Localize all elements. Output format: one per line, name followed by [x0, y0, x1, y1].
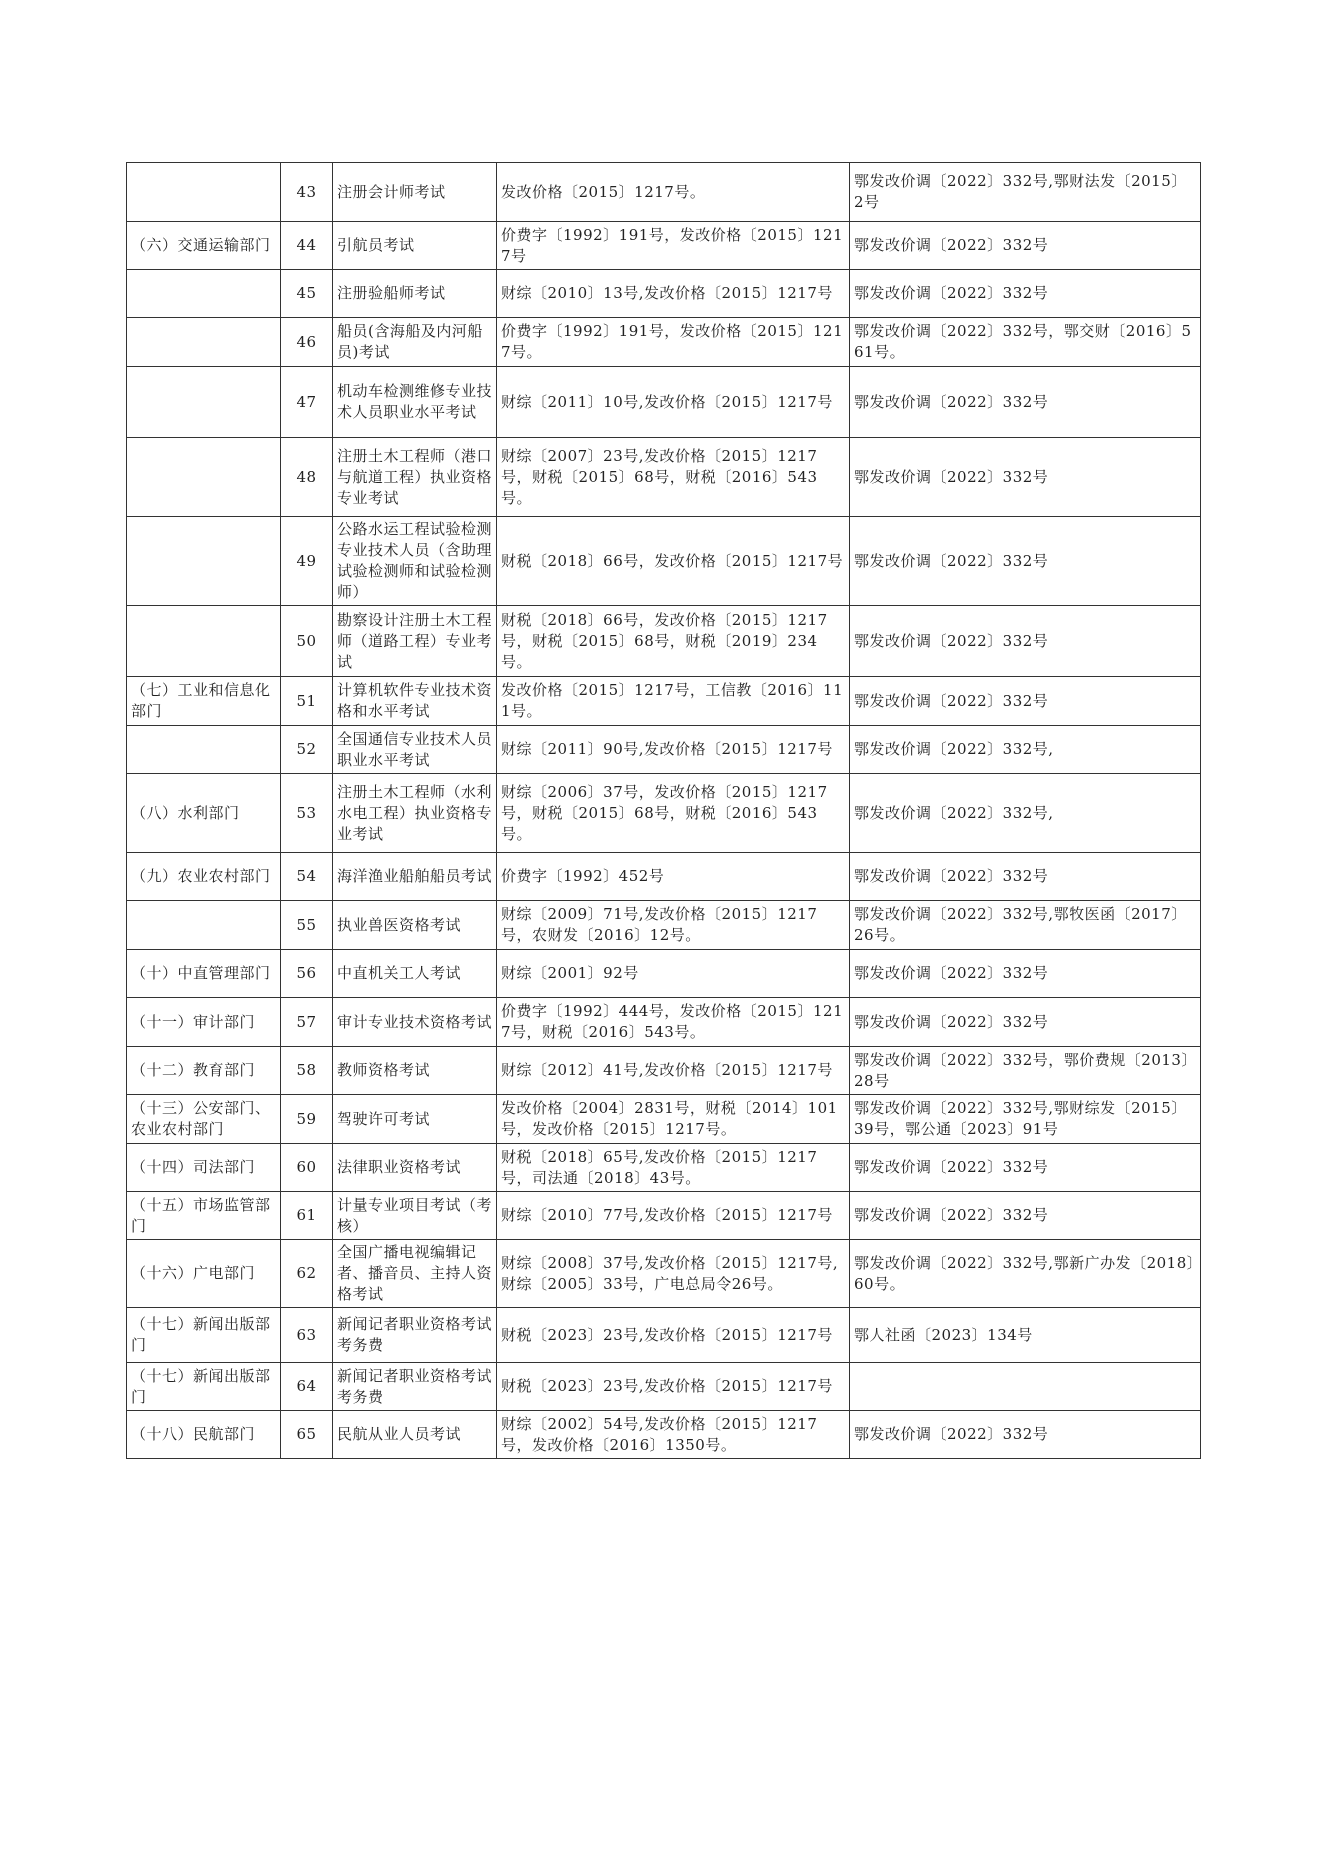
policy-basis-cell: 财综〔2012〕41号,发改价格〔2015〕1217号 [497, 1047, 850, 1095]
fee-standard-cell: 鄂发改价调〔2022〕332号,鄂新广办发〔2018〕60号。 [850, 1240, 1201, 1308]
fee-standard-cell: 鄂发改价调〔2022〕332号, [850, 726, 1201, 774]
table-row [127, 318, 1201, 367]
item-number-cell: 53 [281, 774, 333, 853]
table-row [127, 367, 1201, 438]
exam-name-cell: 注册验船师考试 [333, 270, 497, 318]
item-number-cell: 44 [281, 222, 333, 270]
fee-standard-cell: 鄂发改价调〔2022〕332号 [850, 950, 1201, 998]
policy-basis-cell: 财税〔2023〕23号,发改价格〔2015〕1217号 [497, 1363, 850, 1411]
table-row [127, 1363, 1201, 1411]
exam-name-cell: 驾驶许可考试 [333, 1095, 497, 1144]
fee-table [126, 162, 1201, 1459]
dept-cell: （八）水利部门 [127, 774, 281, 853]
policy-basis-cell: 财综〔2007〕23号,发改价格〔2015〕1217号，财税〔2015〕68号，财税〔2016〕543号。 [497, 438, 850, 517]
dept-cell [127, 726, 281, 774]
fee-standard-cell: 鄂发改价调〔2022〕332号 [850, 1192, 1201, 1240]
table-row [127, 1308, 1201, 1363]
table-row [127, 1095, 1201, 1144]
item-number-cell: 43 [281, 163, 333, 222]
policy-basis-cell: 发改价格〔2015〕1217号。 [497, 163, 850, 222]
item-number-cell: 54 [281, 853, 333, 901]
exam-name-cell: 机动车检测维修专业技术人员职业水平考试 [333, 367, 497, 438]
item-number-cell: 61 [281, 1192, 333, 1240]
table-row [127, 901, 1201, 950]
policy-basis-cell: 价费字〔1992〕444号，发改价格〔2015〕1217号，财税〔2016〕543号。 [497, 998, 850, 1047]
table-row [127, 950, 1201, 998]
policy-basis-cell: 发改价格〔2015〕1217号，工信教〔2016〕111号。 [497, 677, 850, 726]
fee-standard-cell: 鄂发改价调〔2022〕332号 [850, 517, 1201, 606]
item-number-cell: 52 [281, 726, 333, 774]
dept-cell: （十）中直管理部门 [127, 950, 281, 998]
exam-name-cell: 全国通信专业技术人员职业水平考试 [333, 726, 497, 774]
policy-basis-cell: 财综〔2011〕90号,发改价格〔2015〕1217号 [497, 726, 850, 774]
dept-cell [127, 517, 281, 606]
table-row [127, 677, 1201, 726]
item-number-cell: 64 [281, 1363, 333, 1411]
exam-name-cell: 审计专业技术资格考试 [333, 998, 497, 1047]
policy-basis-cell: 财综〔2006〕37号，发改价格〔2015〕1217号，财税〔2015〕68号，财税〔2016〕543号。 [497, 774, 850, 853]
exam-name-cell: 船员(含海船及内河船员)考试 [333, 318, 497, 367]
item-number-cell: 63 [281, 1308, 333, 1363]
table-row [127, 774, 1201, 853]
fee-standard-cell: 鄂发改价调〔2022〕332号 [850, 998, 1201, 1047]
table-row [127, 438, 1201, 517]
dept-cell: （十六）广电部门 [127, 1240, 281, 1308]
policy-basis-cell: 财综〔2009〕71号,发改价格〔2015〕1217号，农财发〔2016〕12号。 [497, 901, 850, 950]
exam-name-cell: 计量专业项目考试（考核） [333, 1192, 497, 1240]
policy-basis-cell: 财综〔2002〕54号,发改价格〔2015〕1217号，发改价格〔2016〕1350号。 [497, 1411, 850, 1459]
table-row [127, 1240, 1201, 1308]
exam-name-cell: 注册土木工程师（水利水电工程）执业资格专业考试 [333, 774, 497, 853]
fee-standard-cell: 鄂发改价调〔2022〕332号 [850, 367, 1201, 438]
dept-cell: （十八）民航部门 [127, 1411, 281, 1459]
policy-basis-cell: 财税〔2018〕66号，发改价格〔2015〕1217号，财税〔2015〕68号，财税〔2019〕234号。 [497, 606, 850, 677]
exam-name-cell: 民航从业人员考试 [333, 1411, 497, 1459]
policy-basis-cell: 价费字〔1992〕191号，发改价格〔2015〕1217号 [497, 222, 850, 270]
dept-cell [127, 438, 281, 517]
item-number-cell: 56 [281, 950, 333, 998]
fee-standard-cell: 鄂发改价调〔2022〕332号 [850, 438, 1201, 517]
policy-basis-cell: 价费字〔1992〕191号，发改价格〔2015〕1217号。 [497, 318, 850, 367]
fee-standard-cell: 鄂发改价调〔2022〕332号, [850, 774, 1201, 853]
item-number-cell: 51 [281, 677, 333, 726]
item-number-cell: 47 [281, 367, 333, 438]
table-row [127, 998, 1201, 1047]
fee-standard-cell: 鄂发改价调〔2022〕332号 [850, 677, 1201, 726]
table-row [127, 163, 1201, 222]
item-number-cell: 49 [281, 517, 333, 606]
dept-cell: （十二）教育部门 [127, 1047, 281, 1095]
table-row [127, 606, 1201, 677]
policy-basis-cell: 财综〔2010〕77号,发改价格〔2015〕1217号 [497, 1192, 850, 1240]
exam-name-cell: 法律职业资格考试 [333, 1144, 497, 1192]
fee-standard-cell: 鄂发改价调〔2022〕332号 [850, 270, 1201, 318]
dept-cell [127, 606, 281, 677]
fee-standard-cell: 鄂发改价调〔2022〕332号 [850, 222, 1201, 270]
item-number-cell: 58 [281, 1047, 333, 1095]
table-row [127, 1144, 1201, 1192]
dept-cell [127, 901, 281, 950]
fee-table-body [127, 163, 1201, 1459]
dept-cell: （六）交通运输部门 [127, 222, 281, 270]
exam-name-cell: 勘察设计注册土木工程师（道路工程）专业考试 [333, 606, 497, 677]
table-row [127, 1411, 1201, 1459]
dept-cell: （十三）公安部门、农业农村部门 [127, 1095, 281, 1144]
policy-basis-cell: 财综〔2001〕92号 [497, 950, 850, 998]
dept-cell: （七）工业和信息化部门 [127, 677, 281, 726]
policy-basis-cell: 财税〔2018〕65号,发改价格〔2015〕1217号，司法通〔2018〕43号。 [497, 1144, 850, 1192]
exam-name-cell: 执业兽医资格考试 [333, 901, 497, 950]
policy-basis-cell: 发改价格〔2004〕2831号，财税〔2014〕101号，发改价格〔2015〕1217号。 [497, 1095, 850, 1144]
dept-cell: （九）农业农村部门 [127, 853, 281, 901]
fee-standard-cell: 鄂发改价调〔2022〕332号 [850, 1144, 1201, 1192]
exam-name-cell: 注册会计师考试 [333, 163, 497, 222]
exam-name-cell: 注册土木工程师（港口与航道工程）执业资格专业考试 [333, 438, 497, 517]
fee-standard-cell: 鄂发改价调〔2022〕332号，鄂交财〔2016〕561号。 [850, 318, 1201, 367]
table-row [127, 1192, 1201, 1240]
exam-name-cell: 引航员考试 [333, 222, 497, 270]
policy-basis-cell: 财综〔2011〕10号,发改价格〔2015〕1217号 [497, 367, 850, 438]
table-row [127, 1047, 1201, 1095]
table-row [127, 726, 1201, 774]
item-number-cell: 55 [281, 901, 333, 950]
exam-name-cell: 公路水运工程试验检测专业技术人员（含助理试验检测师和试验检测师） [333, 517, 497, 606]
fee-standard-cell: 鄂发改价调〔2022〕332号 [850, 606, 1201, 677]
exam-name-cell: 计算机软件专业技术资格和水平考试 [333, 677, 497, 726]
item-number-cell: 50 [281, 606, 333, 677]
dept-cell: （十七）新闻出版部门 [127, 1308, 281, 1363]
item-number-cell: 57 [281, 998, 333, 1047]
policy-basis-cell: 财综〔2008〕37号,发改价格〔2015〕1217号,财综〔2005〕33号，广电总局令26号。 [497, 1240, 850, 1308]
item-number-cell: 65 [281, 1411, 333, 1459]
fee-standard-cell: 鄂发改价调〔2022〕332号,鄂财法发〔2015〕2号 [850, 163, 1201, 222]
table-row [127, 853, 1201, 901]
exam-name-cell: 教师资格考试 [333, 1047, 497, 1095]
dept-cell: （十四）司法部门 [127, 1144, 281, 1192]
policy-basis-cell: 价费字〔1992〕452号 [497, 853, 850, 901]
dept-cell: （十七）新闻出版部门 [127, 1363, 281, 1411]
dept-cell [127, 318, 281, 367]
table-row [127, 270, 1201, 318]
fee-standard-cell: 鄂人社函〔2023〕134号 [850, 1308, 1201, 1363]
dept-cell [127, 163, 281, 222]
exam-name-cell: 全国广播电视编辑记者、播音员、主持人资格考试 [333, 1240, 497, 1308]
item-number-cell: 59 [281, 1095, 333, 1144]
fee-standard-cell [850, 1363, 1201, 1411]
dept-cell [127, 367, 281, 438]
dept-cell: （十五）市场监管部门 [127, 1192, 281, 1240]
table-row [127, 517, 1201, 606]
exam-name-cell: 新闻记者职业资格考试考务费 [333, 1363, 497, 1411]
table-row [127, 222, 1201, 270]
policy-basis-cell: 财税〔2023〕23号,发改价格〔2015〕1217号 [497, 1308, 850, 1363]
exam-name-cell: 中直机关工人考试 [333, 950, 497, 998]
fee-standard-cell: 鄂发改价调〔2022〕332号,鄂财综发〔2015〕39号，鄂公通〔2023〕91号 [850, 1095, 1201, 1144]
item-number-cell: 60 [281, 1144, 333, 1192]
item-number-cell: 48 [281, 438, 333, 517]
fee-standard-cell: 鄂发改价调〔2022〕332号 [850, 853, 1201, 901]
item-number-cell: 45 [281, 270, 333, 318]
policy-basis-cell: 财税〔2018〕66号，发改价格〔2015〕1217号 [497, 517, 850, 606]
policy-basis-cell: 财综〔2010〕13号,发改价格〔2015〕1217号 [497, 270, 850, 318]
exam-name-cell: 海洋渔业船舶船员考试 [333, 853, 497, 901]
dept-cell [127, 270, 281, 318]
dept-cell: （十一）审计部门 [127, 998, 281, 1047]
fee-standard-cell: 鄂发改价调〔2022〕332号，鄂价费规〔2013〕28号 [850, 1047, 1201, 1095]
exam-name-cell: 新闻记者职业资格考试考务费 [333, 1308, 497, 1363]
item-number-cell: 46 [281, 318, 333, 367]
fee-standard-cell: 鄂发改价调〔2022〕332号,鄂牧医函〔2017〕26号。 [850, 901, 1201, 950]
item-number-cell: 62 [281, 1240, 333, 1308]
fee-standard-cell: 鄂发改价调〔2022〕332号 [850, 1411, 1201, 1459]
